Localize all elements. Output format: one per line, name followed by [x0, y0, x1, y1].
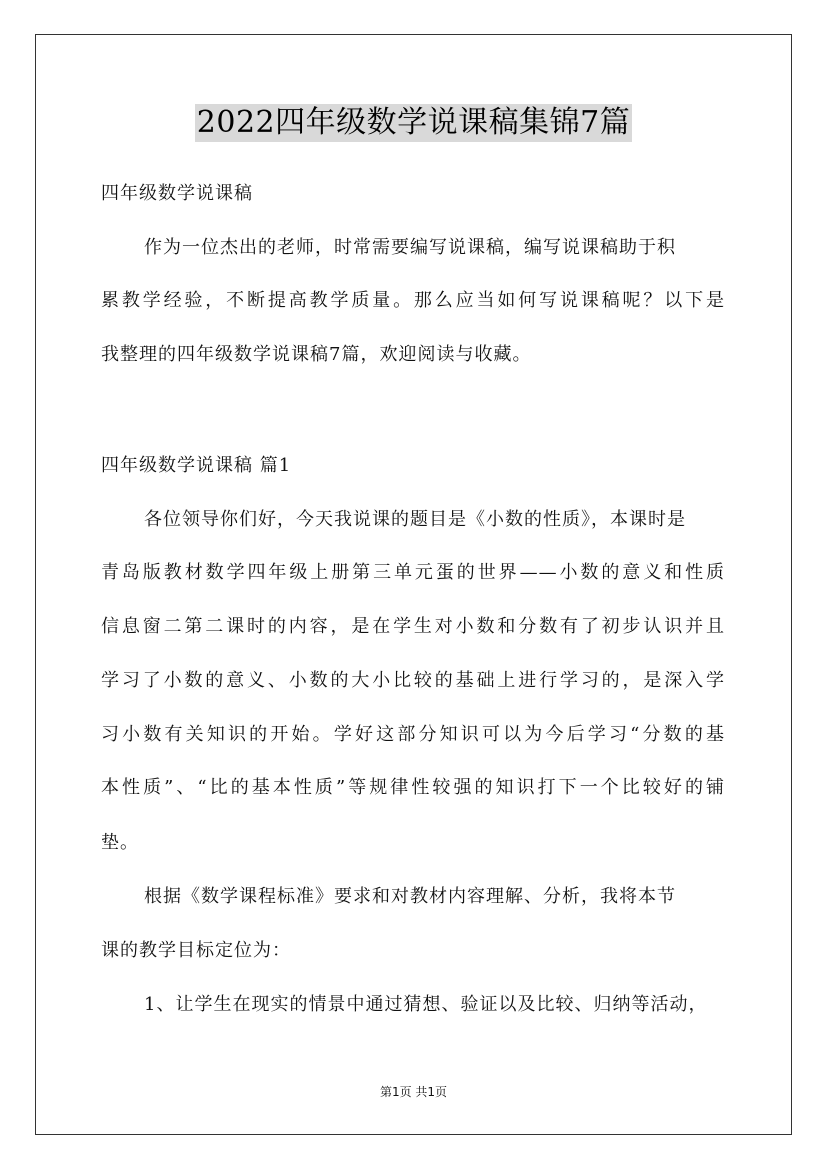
paragraph-line: 习小数有关知识的开始。学好这部分知识可以为今后学习“分数的基	[101, 724, 725, 745]
section-heading: 四年级数学说课稿 篇1	[101, 455, 292, 476]
section-heading: 四年级数学说课稿	[101, 183, 253, 204]
title-container	[0, 104, 827, 142]
paragraph-line: 垫。	[101, 832, 139, 853]
paragraph-line: 本性质”、“比的基本性质”等规律性较强的知识打下一个比较好的铺	[101, 777, 725, 798]
paragraph-line: 青岛版教材数学四年级上册第三单元蛋的世界——小数的意义和性质	[101, 562, 725, 583]
paragraph-line: 1、让学生在现实的情景中通过猜想、验证以及比较、归纳等活动，	[144, 994, 708, 1015]
paragraph-line: 信息窗二第二课时的内容，是在学生对小数和分数有了初步认识并且	[101, 616, 725, 637]
intro-line: 我整理的四年级数学说课稿7篇，欢迎阅读与收藏。	[101, 344, 532, 365]
intro-line: 作为一位杰出的老师，时常需要编写说课稿，编写说课稿助于积	[144, 237, 676, 258]
paragraph-line: 课的教学目标定位为：	[101, 940, 291, 961]
intro-line: 累教学经验，不断提高教学质量。那么应当如何写说课稿呢？以下是	[101, 290, 725, 311]
paragraph-line: 根据《数学课程标准》要求和对教材内容理解、分析，我将本节	[144, 886, 676, 907]
paragraph-line: 各位领导你们好，今天我说课的题目是《小数的性质》，本课时是	[144, 509, 686, 530]
document-title: 2022四年级数学说课稿集锦7篇	[196, 105, 631, 140]
paragraph-line: 学习了小数的意义、小数的大小比较的基础上进行学习的，是深入学	[101, 670, 725, 691]
page-footer: 第1页 共1页	[379, 1085, 448, 1099]
